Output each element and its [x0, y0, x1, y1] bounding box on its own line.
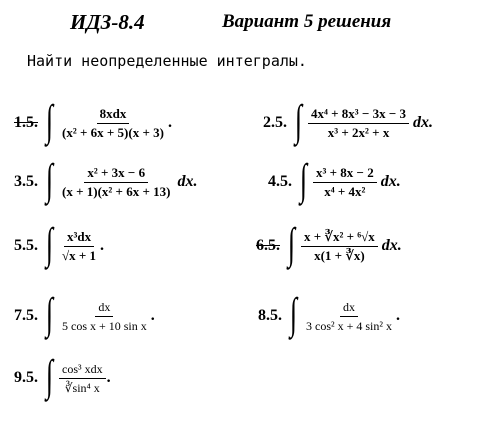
denominator: x³ + 2x² + x	[327, 124, 390, 140]
problem-number: 5.5.	[14, 237, 38, 254]
problem-number: 1.5.	[14, 114, 38, 131]
problem-tail: dx.	[177, 173, 198, 190]
fraction	[59, 106, 167, 141]
fraction	[301, 229, 378, 264]
integral-sign: ∫	[45, 96, 54, 145]
problem-2-5	[263, 96, 434, 145]
integral-sign: ∫	[45, 155, 54, 204]
variant-title: Вариант 5 решения	[222, 11, 392, 32]
integral-sign: ∫	[45, 351, 54, 400]
denominator: x⁴ + 4x²	[324, 183, 366, 199]
denominator: (x + 1)(x² + 6x + 13)	[62, 183, 171, 199]
numerator: 4x⁴ + 8x³ − 3x − 3	[308, 106, 409, 124]
fraction	[59, 229, 99, 264]
denominator: 3 cos² x + 4 sin² x	[306, 318, 392, 333]
denominator: 5 cos x + 10 sin x	[62, 318, 147, 333]
denominator: ∛sin⁴ x	[64, 380, 100, 395]
numerator: 8xdx	[97, 106, 130, 124]
problem-1-5	[14, 96, 172, 145]
integral-sign: ∫	[289, 289, 298, 338]
problem-number: 6.5.	[256, 237, 280, 254]
denominator: (x² + 6x + 5)(x + 3)	[62, 124, 164, 140]
problem-7-5	[14, 289, 155, 338]
integral-sign: ∫	[45, 219, 54, 268]
numerator: dx	[95, 299, 113, 317]
fraction	[308, 106, 409, 141]
problem-tail: .	[150, 307, 155, 324]
problem-6-5	[256, 219, 402, 268]
problem-tail: .	[100, 237, 105, 254]
fraction	[59, 299, 150, 334]
problem-number: 7.5.	[14, 307, 38, 324]
problem-8-5	[258, 289, 400, 338]
numerator: x² + 3x − 6	[84, 165, 148, 183]
numerator: x³ + 8x − 2	[313, 165, 377, 183]
problem-4-5	[268, 155, 401, 204]
problem-9-5	[14, 351, 111, 400]
problem-tail: .	[106, 369, 111, 386]
problem-tail: .	[395, 307, 400, 324]
problem-tail: dx.	[380, 173, 401, 190]
denominator: x(1 + ∛x)	[314, 247, 365, 263]
numerator: cos³ xdx	[59, 361, 106, 379]
numerator: x + ∛x² + ⁶√x	[301, 229, 378, 247]
integral-sign: ∫	[287, 219, 296, 268]
integral-sign: ∫	[294, 96, 303, 145]
problem-5-5	[14, 219, 105, 268]
problem-number: 2.5.	[263, 114, 287, 131]
integral-sign: ∫	[299, 155, 308, 204]
integral-sign: ∫	[45, 289, 54, 338]
instruction-text: Найти неопределенные интегралы.	[27, 52, 307, 70]
problem-number: 9.5.	[14, 369, 38, 386]
problem-tail: dx.	[381, 237, 402, 254]
problem-number: 4.5.	[268, 173, 292, 190]
numerator: dx	[340, 299, 358, 317]
problem-number: 3.5.	[14, 173, 38, 190]
denominator: √x + 1	[62, 247, 97, 263]
numerator: x³dx	[64, 229, 94, 247]
assignment-code: ИДЗ-8.4	[70, 10, 145, 34]
problem-tail: dx.	[413, 114, 434, 131]
fraction	[59, 361, 106, 396]
fraction	[59, 165, 173, 200]
page-header	[0, 10, 496, 34]
fraction	[313, 165, 377, 200]
fraction	[303, 299, 395, 334]
problem-tail: .	[167, 114, 172, 131]
problem-number: 8.5.	[258, 307, 282, 324]
problem-3-5	[14, 155, 198, 204]
